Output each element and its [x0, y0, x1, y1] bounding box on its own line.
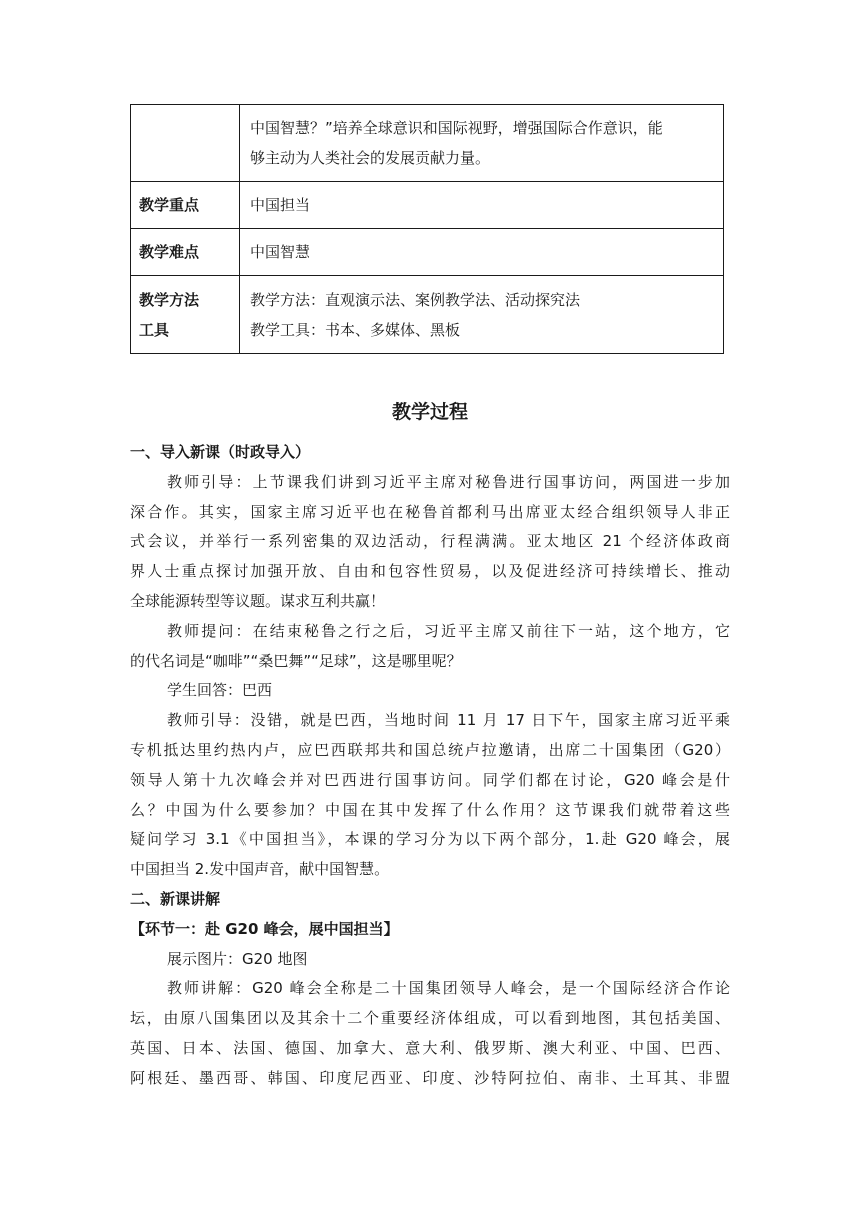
paragraph-line: 深合作。其实，国家主席习近平也在秘鲁首都利马出席亚太经合组织领导人非正	[130, 502, 730, 521]
paragraph-line: 阿根廷、墨西哥、韩国、印度尼西亚、印度、沙特阿拉伯、南非、土耳其、非盟	[130, 1068, 730, 1087]
label-line: 工具	[139, 320, 170, 339]
row-content	[240, 105, 724, 182]
paragraph-line: 教师提问：在结束秘鲁之行之后，习近平主席又前往下一站，这个地方，它	[167, 621, 730, 640]
paragraph-line: 教师引导：上节课我们讲到习近平主席对秘鲁进行国事访问，两国进一步加	[167, 472, 730, 491]
row-content	[240, 276, 724, 354]
content-line: 中国智慧	[250, 243, 311, 261]
content-line: 教学工具：书本、多媒体、黑板	[250, 320, 461, 339]
paragraph-line: 坛，由原八国集团以及其余十二个重要经济体组成，可以看到地图，其包括美国、	[130, 1009, 730, 1028]
row-label-key-point: 教学重点	[131, 182, 240, 229]
section-heading: 一、导入新课（时政导入）	[130, 443, 311, 461]
segment-heading: 【环节一：赴 G20 峰会，展中国担当】	[130, 919, 399, 938]
row-label-difficulty: 教学难点	[131, 229, 240, 276]
row-content	[240, 182, 724, 229]
paragraph-line: 展示图片：G20 地图	[167, 949, 308, 968]
paragraph-line: 领导人第十九次峰会并对巴西进行国事访问。同学们都在讨论，G20 峰会是什	[130, 770, 730, 789]
paragraph-line: 的代名词是“咖啡”“桑巴舞”“足球”，这是哪里呢？	[130, 651, 462, 670]
paragraph-line: 教师讲解：G20 峰会全称是二十国集团领导人峰会，是一个国际经济合作论	[167, 979, 730, 998]
paragraph-line: 英国、日本、法国、德国、加拿大、意大利、俄罗斯、澳大利亚、中国、巴西、	[130, 1038, 730, 1057]
content-line: 教学方法：直观演示法、案例教学法、活动探究法	[250, 290, 581, 309]
table-row	[131, 276, 724, 354]
content-line: 中国担当	[250, 196, 311, 214]
paragraph-line: 教师引导：没错，就是巴西，当地时间 11 月 17 日下午，国家主席习近平乘	[167, 711, 730, 730]
paragraph-line: 专机抵达里约热内卢，应巴西联邦共和国总统卢拉邀请，出席二十国集团（G20）	[130, 740, 730, 759]
content-line: 中国智慧？”培养全球意识和国际视野，增强国际合作意识，能	[250, 119, 663, 137]
content-line: 够主动为人类社会的发展贡献力量。	[250, 149, 491, 167]
row-label-methods	[131, 276, 240, 354]
paragraph-line: 学生回答：巴西	[167, 681, 273, 700]
row-label	[131, 105, 240, 182]
table-row	[131, 229, 724, 276]
paragraph-line: 全球能源转型等议题。谋求互利共赢！	[130, 591, 386, 610]
table-row	[131, 105, 724, 182]
document-body	[130, 438, 730, 1094]
paragraph-line: 疑问学习 3.1《中国担当》，本课的学习分为以下两个部分，1.赴 G20 峰会，展	[130, 830, 730, 849]
paragraph-line: 式会议，并举行一系列密集的双边活动，行程满满。亚太地区 21 个经济体政商	[130, 532, 730, 551]
lesson-info-table	[130, 104, 724, 354]
paragraph-line: 么？中国为什么要参加？中国在其中发挥了什么作用？这节课我们就带着这些	[130, 800, 730, 819]
section-title: 教学过程	[391, 401, 468, 423]
label-line: 教学方法	[139, 290, 200, 309]
table-row	[131, 182, 724, 229]
row-content	[240, 229, 724, 276]
paragraph-line: 界人士重点探讨加强开放、自由和包容性贸易，以及促进经济可持续增长、推动	[130, 562, 730, 581]
section-heading: 二、新课讲解	[130, 889, 221, 908]
paragraph-line: 中国担当 2.发中国声音，献中国智慧。	[130, 860, 390, 879]
